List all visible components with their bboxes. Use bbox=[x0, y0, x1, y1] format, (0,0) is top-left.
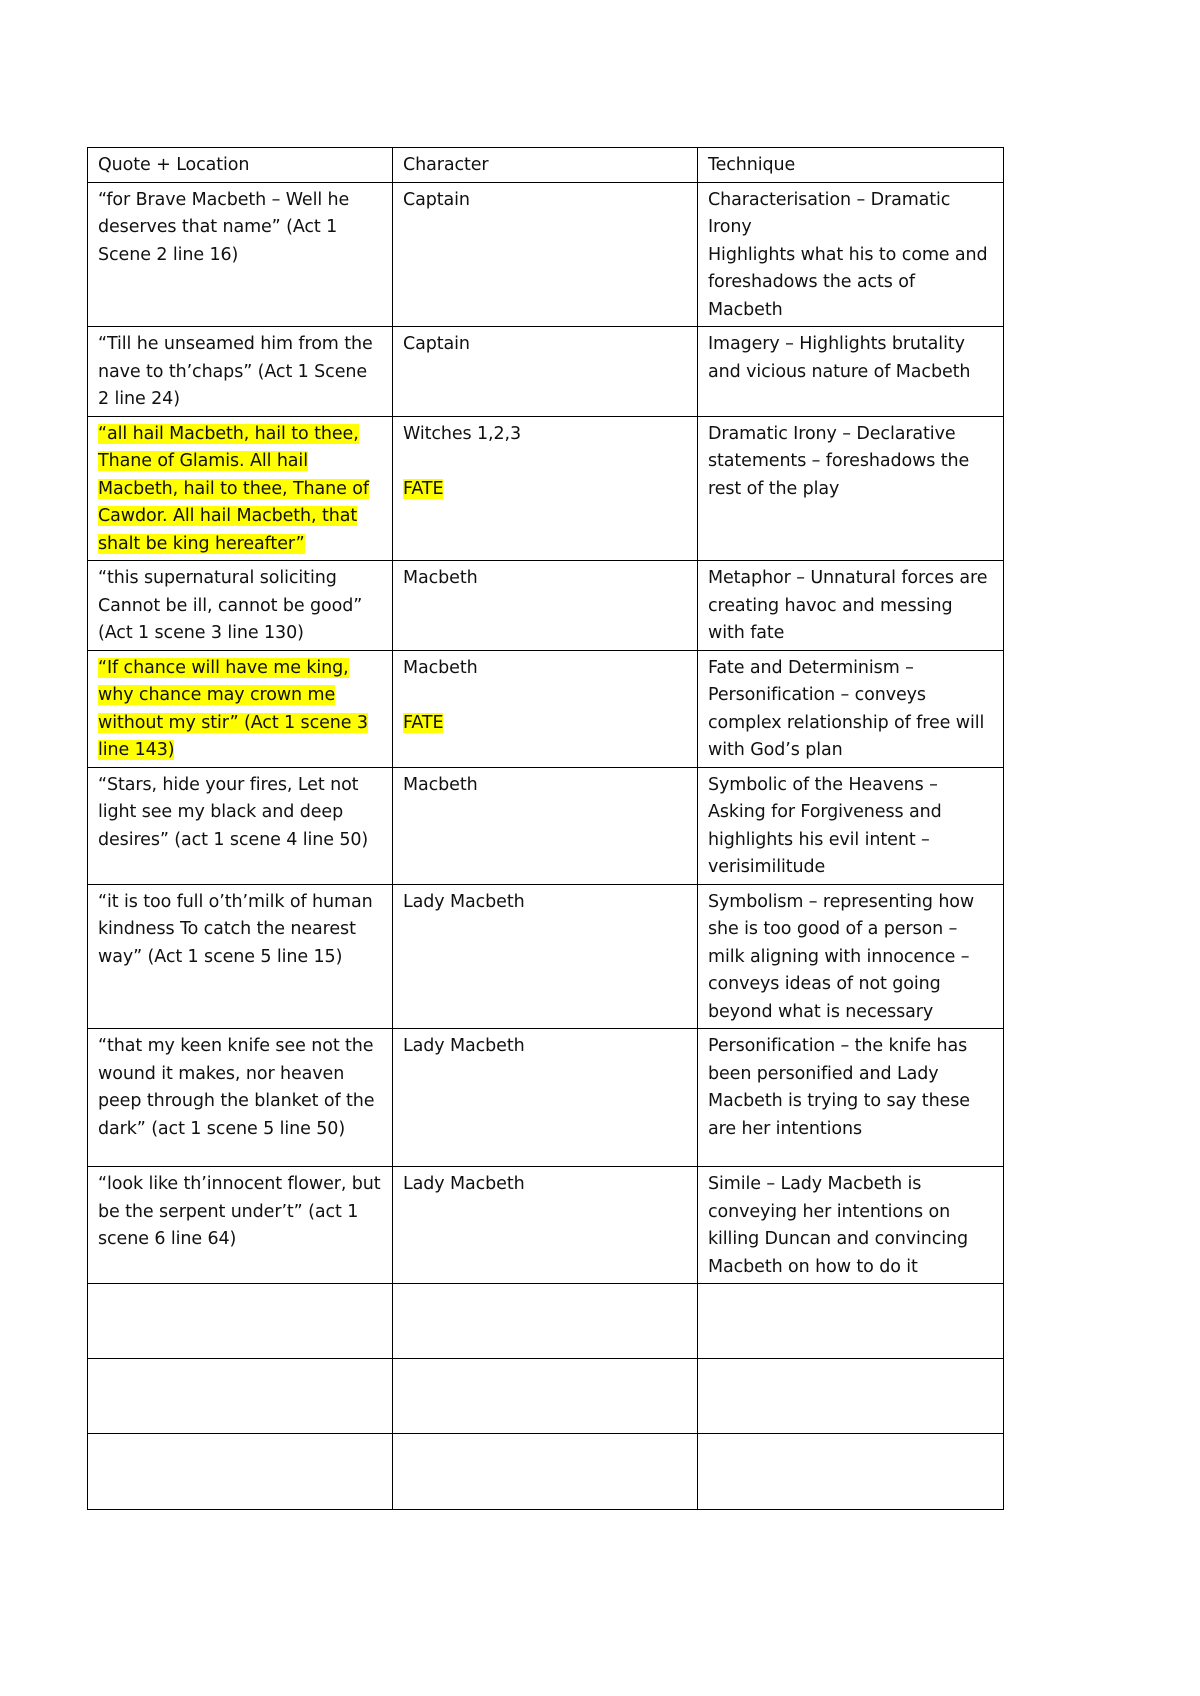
quote-text: “Till he unseamed him from the nave to th’chaps” (Act 1 Scene 2 line 24) bbox=[98, 334, 373, 409]
character-cell bbox=[393, 416, 698, 561]
quote-text: “this supernatural soliciting Cannot be ill, cannot be good” (Act 1 scene 3 line 130) bbox=[98, 568, 363, 643]
character-text: Macbeth bbox=[403, 774, 478, 795]
character-cell bbox=[393, 561, 698, 651]
quote-cell bbox=[88, 1029, 393, 1167]
table-header-row bbox=[88, 148, 1004, 183]
character-text: Lady Macbeth bbox=[403, 891, 525, 912]
empty-cell bbox=[393, 1434, 698, 1510]
technique-cell bbox=[698, 1167, 1004, 1284]
character-text: Macbeth bbox=[403, 657, 478, 678]
empty-cell bbox=[88, 1434, 393, 1510]
character-text: Witches 1,2,3 bbox=[403, 423, 522, 444]
empty-cell bbox=[393, 1284, 698, 1359]
table-row bbox=[88, 650, 1004, 767]
technique-cell bbox=[698, 327, 1004, 417]
technique-cell bbox=[698, 767, 1004, 884]
character-cell bbox=[393, 1029, 698, 1167]
table-row bbox=[88, 1029, 1004, 1167]
empty-cell bbox=[698, 1359, 1004, 1434]
technique-cell bbox=[698, 561, 1004, 651]
technique-cell bbox=[698, 884, 1004, 1029]
header-technique: Technique bbox=[698, 148, 1004, 183]
fate-theme-label: FATE bbox=[403, 712, 444, 733]
quote-text: “Stars, hide your fires, Let not light see my black and deep desires” (act 1 scene 4 line 50) bbox=[98, 774, 369, 850]
character-text: Captain bbox=[403, 189, 470, 210]
quote-cell bbox=[88, 182, 393, 327]
empty-cell bbox=[88, 1359, 393, 1434]
character-cell bbox=[393, 327, 698, 417]
quote-cell bbox=[88, 767, 393, 884]
character-text: Lady Macbeth bbox=[403, 1174, 525, 1194]
technique-text: Metaphor – Unnatural forces are creating havoc and messing with fate bbox=[708, 568, 988, 643]
table-row bbox=[88, 561, 1004, 651]
character-cell bbox=[393, 650, 698, 767]
empty-table-row bbox=[88, 1284, 1004, 1359]
technique-text: Imagery – Highlights brutality and vicious nature of Macbeth bbox=[708, 334, 971, 382]
technique-cell bbox=[698, 416, 1004, 561]
highlighted-quote-text: “all hail Macbeth, hail to thee, Thane of Glamis. All hail Macbeth, hail to thee, Thane of Cawdor. All hail Macbeth, that shalt be king hereafter” bbox=[98, 423, 369, 554]
quote-text: “that my keen knife see not the wound it makes, nor heaven peep through the blanket of the dark” (act 1 scene 5 line 50) bbox=[98, 1036, 375, 1139]
empty-table-row bbox=[88, 1434, 1004, 1510]
empty-cell bbox=[88, 1284, 393, 1359]
technique-text: Dramatic Irony – Declarative statements – foreshadows the rest of the play bbox=[708, 423, 970, 499]
technique-text: Personification – the knife has been personified and Lady Macbeth is trying to say these are her intentions bbox=[708, 1036, 970, 1139]
technique-text: Symbolic of the Heavens – Asking for Forgiveness and highlights his evil intent – verisimilitude bbox=[708, 774, 942, 877]
character-cell bbox=[393, 182, 698, 327]
header-quote-location: Quote + Location bbox=[88, 148, 393, 183]
character-cell bbox=[393, 884, 698, 1029]
character-cell bbox=[393, 1167, 698, 1284]
table-row bbox=[88, 1167, 1004, 1284]
character-text: Macbeth bbox=[403, 568, 478, 588]
quote-cell bbox=[88, 561, 393, 651]
table-row bbox=[88, 327, 1004, 417]
technique-text: Symbolism – representing how she is too good of a person – milk aligning with innocence – conveys ideas of not going beyond what is necessary bbox=[708, 891, 975, 1022]
empty-cell bbox=[698, 1434, 1004, 1510]
character-cell bbox=[393, 767, 698, 884]
fate-theme-label: FATE bbox=[403, 478, 444, 499]
technique-cell bbox=[698, 182, 1004, 327]
character-text: Lady Macbeth bbox=[403, 1036, 525, 1056]
quote-cell bbox=[88, 1167, 393, 1284]
table-row bbox=[88, 182, 1004, 327]
technique-text: Simile – Lady Macbeth is conveying her intentions on killing Duncan and convincing Macbeth on how to do it bbox=[708, 1174, 969, 1277]
header-character: Character bbox=[393, 148, 698, 183]
quote-text: “look like th’innocent flower, but be the serpent under’t” (act 1 scene 6 line 64) bbox=[98, 1174, 381, 1249]
quote-text: “for Brave Macbeth – Well he deserves that name” (Act 1 Scene 2 line 16) bbox=[98, 189, 350, 265]
quote-cell bbox=[88, 650, 393, 767]
technique-text: Fate and Determinism – Personification – conveys complex relationship of free will with God’s plan bbox=[708, 657, 985, 760]
table-row bbox=[88, 884, 1004, 1029]
technique-text-detail: Highlights what his to come and foreshadows the acts of Macbeth bbox=[708, 244, 988, 320]
quote-cell bbox=[88, 327, 393, 417]
table-row bbox=[88, 767, 1004, 884]
technique-text: Characterisation – Dramatic Irony bbox=[708, 189, 951, 237]
macbeth-quote-table bbox=[87, 147, 1004, 1510]
table-row bbox=[88, 416, 1004, 561]
empty-cell bbox=[698, 1284, 1004, 1359]
highlighted-quote-text: “If chance will have me king, why chance may crown me without my stir” (Act 1 scene 3 line 143) bbox=[98, 657, 368, 760]
empty-cell bbox=[393, 1359, 698, 1434]
quote-text: “it is too full o’th’milk of human kindness To catch the nearest way” (Act 1 scene 5 line 15) bbox=[98, 891, 373, 967]
technique-cell bbox=[698, 1029, 1004, 1167]
technique-cell bbox=[698, 650, 1004, 767]
quote-cell bbox=[88, 884, 393, 1029]
character-text: Captain bbox=[403, 334, 470, 354]
quote-cell bbox=[88, 416, 393, 561]
empty-table-row bbox=[88, 1359, 1004, 1434]
